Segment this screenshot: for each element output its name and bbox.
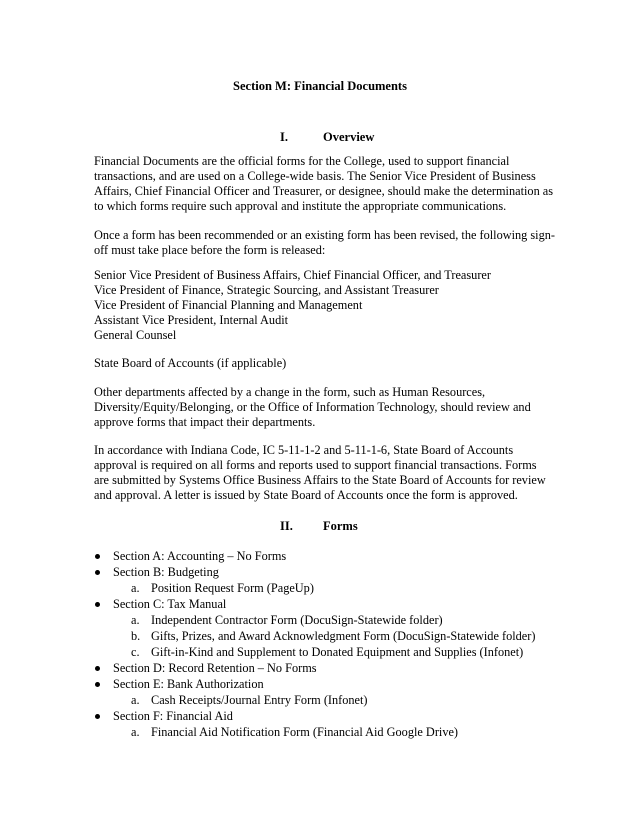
signoff-officials-list <box>94 268 574 343</box>
paragraph-line: transactions, and are used on a College-wide basis. The Senior Vice President of Business <box>94 169 536 183</box>
paragraph-line: approve forms that impact their departments. <box>94 415 316 429</box>
sub-item-text: Financial Aid Notification Form (Financial Aid Google Drive) <box>151 725 459 739</box>
bullet-icon <box>95 714 100 719</box>
forms-sub-item <box>0 645 640 661</box>
sub-item-text: Gift-in-Kind and Supplement to Donated Equipment and Supplies (Infonet) <box>151 645 524 659</box>
bullet-icon <box>95 602 100 607</box>
list-item-text: Section D: Record Retention – No Forms <box>113 661 317 675</box>
paragraph-state-board <box>94 356 574 371</box>
official-title: Senior Vice President of Business Affairs, Chief Financial Officer, and Treasurer <box>94 268 491 282</box>
sub-item-marker: c. <box>131 645 140 659</box>
sub-item-marker: a. <box>131 693 140 707</box>
section-label: Overview <box>323 130 375 144</box>
paragraph-line: Affairs, Chief Financial Officer and Treasurer, or designee, should make the determination as <box>94 184 554 198</box>
forms-sub-item <box>0 629 640 645</box>
forms-sub-item <box>0 693 640 709</box>
official-title: Vice President of Finance, Strategic Sourcing, and Assistant Treasurer <box>94 283 439 297</box>
sub-item-text: Cash Receipts/Journal Entry Form (Infonet) <box>151 693 368 707</box>
bullet-icon <box>95 682 100 687</box>
paragraph-intro <box>94 154 574 214</box>
list-item-text: Section C: Tax Manual <box>113 597 227 611</box>
official-title: General Counsel <box>94 328 177 342</box>
sub-item-marker: a. <box>131 725 140 739</box>
sub-item-text: Position Request Form (PageUp) <box>151 581 314 595</box>
sub-item-marker: a. <box>131 613 140 627</box>
paragraph-line: In accordance with Indiana Code, IC 5-11-1-2 and 5-11-1-6, State Board of Accounts <box>94 443 514 457</box>
forms-list-item <box>0 677 640 693</box>
page-title: Section M: Financial Documents <box>233 79 407 93</box>
section-label: Forms <box>323 519 358 533</box>
paragraph-line: Once a form has been recommended or an existing form has been revised, the following sign- <box>94 228 555 242</box>
list-item-text: Section F: Financial Aid <box>113 709 233 723</box>
official-title: Assistant Vice President, Internal Audit <box>94 313 289 327</box>
section-number: I. <box>280 130 288 144</box>
forms-sub-item <box>0 613 640 629</box>
list-item-text: Section A: Accounting – No Forms <box>113 549 287 563</box>
paragraph-line: approval is required on all forms and reports used to support financial transactions. Forms <box>94 458 537 472</box>
list-item-text: Section B: Budgeting <box>113 565 219 579</box>
forms-list-item <box>0 597 640 613</box>
sub-item-text: Gifts, Prizes, and Award Acknowledgment Form (DocuSign-Statewide folder) <box>151 629 536 643</box>
bullet-icon <box>95 554 100 559</box>
forms-sub-item <box>0 725 640 741</box>
paragraph-line: and approval. A letter is issued by State Board of Accounts once the form is approved. <box>94 488 518 502</box>
paragraph-line: Financial Documents are the official forms for the College, used to support financial <box>94 154 510 168</box>
list-item-text: Section E: Bank Authorization <box>113 677 264 691</box>
paragraph-line: Other departments affected by a change in the form, such as Human Resources, <box>94 385 486 399</box>
sub-item-marker: b. <box>131 629 141 643</box>
paragraph-signoff <box>94 228 574 258</box>
sub-item-text: Independent Contractor Form (DocuSign-Statewide folder) <box>151 613 443 627</box>
forms-list-item <box>0 549 640 565</box>
paragraph-other-departments <box>94 385 574 430</box>
official-title: Vice President of Financial Planning and Management <box>94 298 363 312</box>
paragraph-line: to which forms require such approval and institute the appropriate communications. <box>94 199 507 213</box>
sub-item-marker: a. <box>131 581 140 595</box>
bullet-icon <box>95 570 100 575</box>
forms-list-item <box>0 565 640 581</box>
paragraph-line: off must take place before the form is released: <box>94 243 326 257</box>
paragraph-indiana-code <box>94 443 574 503</box>
forms-list-item <box>0 661 640 677</box>
bullet-icon <box>95 666 100 671</box>
paragraph-line: are submitted by Systems Office Business Affairs to the State Board of Accounts for review <box>94 473 546 487</box>
section-number: II. <box>280 519 293 533</box>
paragraph-line: Diversity/Equity/Belonging, or the Office of Information Technology, should review and <box>94 400 531 414</box>
forms-sub-item <box>0 581 640 597</box>
paragraph-line: State Board of Accounts (if applicable) <box>94 356 287 370</box>
forms-list-item <box>0 709 640 725</box>
